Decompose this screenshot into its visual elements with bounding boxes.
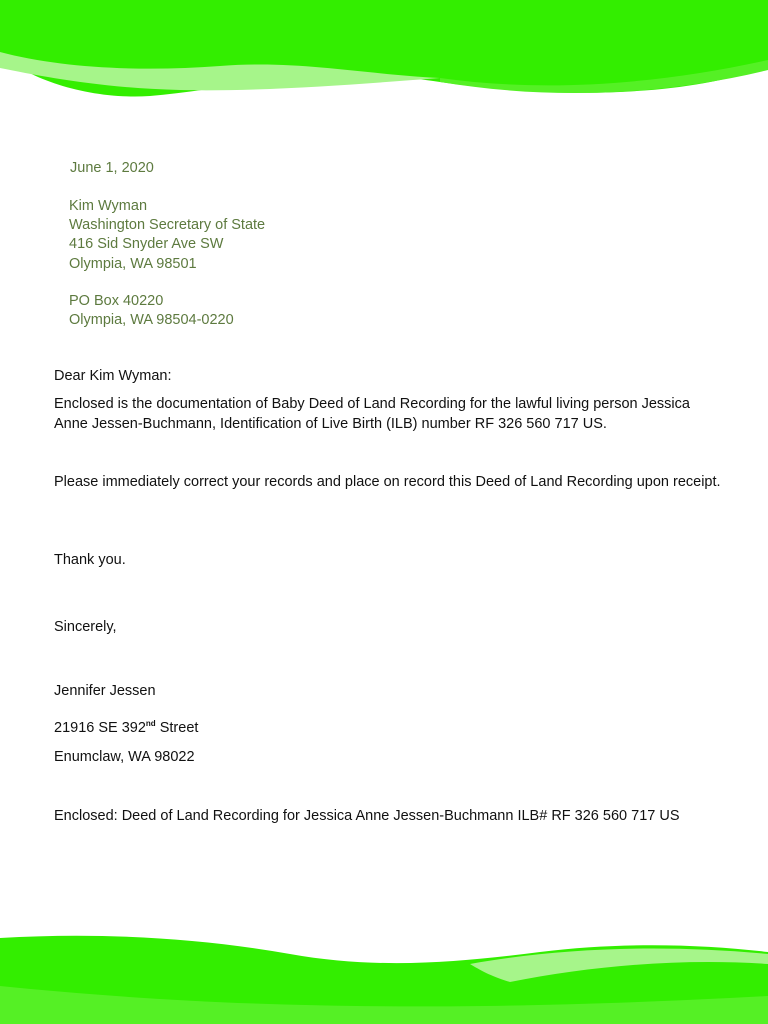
header-wave-decoration [0,0,768,100]
recipient-city: Olympia, WA 98501 [69,256,197,272]
sender-name: Jennifer Jessen [54,683,156,699]
recipient-title: Washington Secretary of State [69,217,266,233]
body-paragraph-2: Please immediately correct your records and place on record this Deed of Land Recording upon receipt. [54,474,721,490]
recipient-po-city: Olympia, WA 98504-0220 [69,312,234,328]
sender-street-number: 21916 SE 392 [54,720,146,736]
salutation: Dear Kim Wyman: [54,368,172,384]
sender-street-name: Street [155,720,199,736]
sender-street [54,718,198,738]
footer-wave-decoration [0,930,768,1024]
letter-date: June 1, 2020 [70,160,154,176]
body-paragraph-1: Enclosed is the documentation of Baby Deed of Land Recording for the lawful living person Jessica Anne Jessen-Buchmann, Identification of Live Birth (ILB) number RF 326 560 717 US. [54,396,690,432]
recipient-po-box: PO Box 40220 [69,293,164,309]
thanks-line: Thank you. [54,552,126,568]
sender-street-ordinal: nd [145,719,156,728]
sender-city: Enumclaw, WA 98022 [54,749,195,765]
closing-line: Sincerely, [54,619,117,635]
enclosure-line: Enclosed: Deed of Land Recording for Jessica Anne Jessen-Buchmann ILB# RF 326 560 717 US [54,808,680,824]
recipient-name: Kim Wyman [69,198,148,214]
recipient-street: 416 Sid Snyder Ave SW [69,236,224,252]
